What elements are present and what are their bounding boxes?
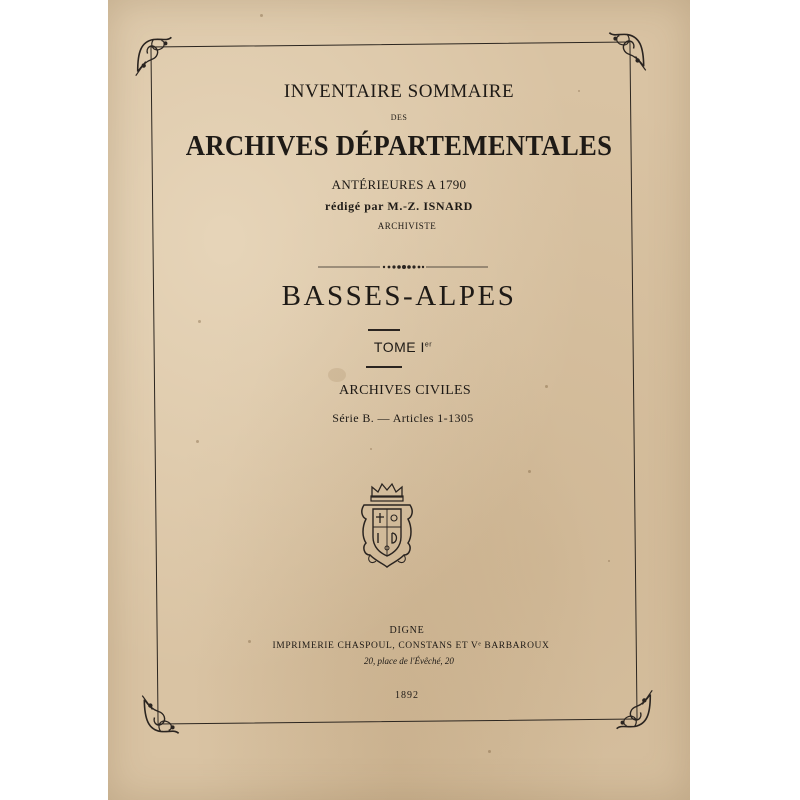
heading-des: DES	[390, 113, 408, 122]
tome-number: TOME I	[373, 339, 425, 355]
imprint-printer: IMPRIMERIE CHASPOUL, CONSTANS ET Vᵉ BARBAROUX	[272, 641, 550, 651]
tome-suffix: er	[424, 341, 433, 349]
author-title: ARCHIVISTE	[377, 221, 437, 231]
tome-label	[112, 339, 694, 355]
region-title: BASSES-ALPES	[281, 280, 517, 312]
title-page	[108, 0, 690, 800]
divider-rule	[366, 366, 402, 368]
author-line: rédigé par M.-Z. ISNARD	[325, 199, 473, 213]
title-page-content	[108, 0, 690, 800]
heading-inventaire: INVENTAIRE SOMMAIRE	[283, 81, 515, 102]
imprint-year: 1892	[395, 690, 419, 701]
series-line: Série B. — Articles 1-1305	[332, 411, 474, 425]
main-title: ARCHIVES DÉPARTEMENTALES	[185, 130, 613, 162]
ornamental-divider-icon	[318, 262, 488, 272]
divider-rule	[368, 329, 400, 331]
imprint-city: DIGNE	[389, 625, 425, 636]
imprint-address: 20, place de l'Évêché, 20	[364, 656, 454, 666]
section-name: ARCHIVES CIVILES	[339, 383, 471, 398]
subtitle-date: ANTÉRIEURES A 1790	[331, 177, 467, 192]
coat-of-arms-icon	[358, 481, 416, 571]
